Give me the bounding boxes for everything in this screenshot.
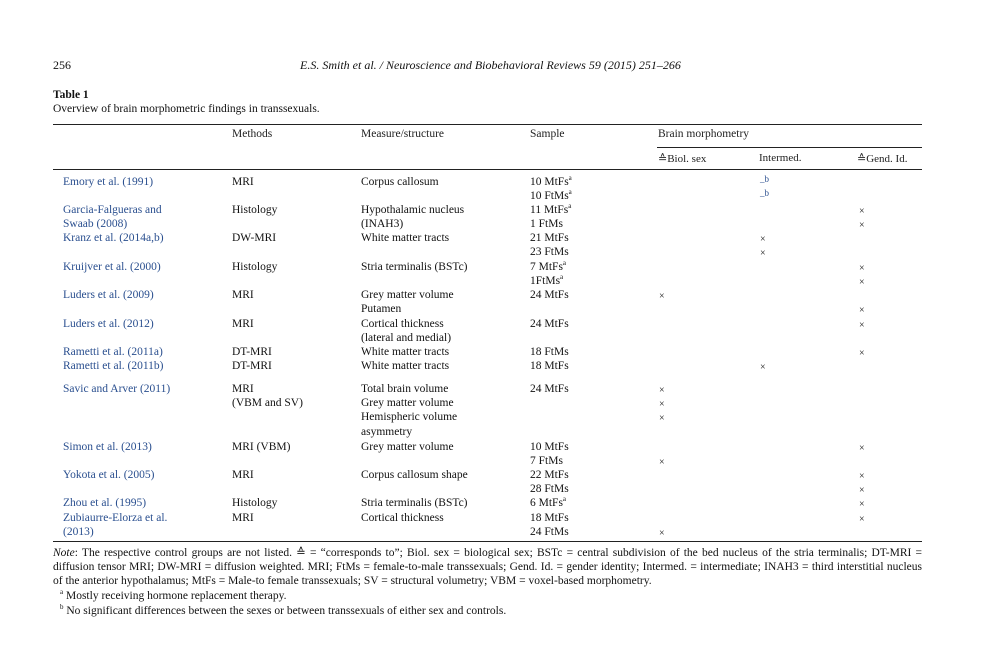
gend-marker: × [859,320,865,331]
header-measure: Measure/structure [361,128,445,140]
table-top-rule [53,124,922,125]
measure-cell: (INAH3) [361,218,404,231]
footnote-marker: a [568,174,572,183]
sample-value: 10 FtMs [530,190,569,203]
sample-value: 24 MtFs [530,289,569,301]
methods-cell: Histology [232,261,278,273]
gend-marker: × [859,514,865,525]
sample-value: 18 MtFs [530,360,569,372]
sample-value: 18 FtMs [530,346,569,358]
sample-value: 24 MtFs [530,383,569,395]
reference-citation: Luders et al. (2012) [63,318,154,330]
subheader-rule [657,147,922,148]
reference-citation: Luders et al. (2009) [63,289,154,301]
measure-cell: (lateral and medial) [361,332,452,345]
measure-cell: Hypothalamic nucleus [361,204,465,216]
gend-marker: × [859,443,865,454]
measure-cell: Grey matter volume [361,441,454,453]
gend-marker: × [859,305,865,317]
methods-cell: DT-MRI [232,346,272,358]
interm-marker: × [760,234,766,245]
sample-cell [530,317,569,331]
methods-cell: MRI [232,318,254,330]
sample-cell [530,260,566,274]
measure-cell: Stria terminalis (BSTc) [361,261,468,273]
biol-marker: × [659,385,665,396]
measure-cell: Grey matter volume [361,397,454,410]
reference-citation: Emory et al. (1991) [63,176,154,188]
sample-cell [530,454,563,468]
sample-value: 24 MtFs [530,318,569,330]
reference-citation: Simon et al. (2013) [63,441,152,453]
measure-cell: asymmetry [361,425,413,438]
sample-value: 7 MtFs [530,261,563,273]
reference-citation: Zubiaurre-Elorza et al. [63,512,168,524]
methods-cell: DT-MRI [232,360,272,372]
sample-value: 11 MtFs [530,204,569,216]
header-bottom-rule [53,169,922,170]
methods-cell: MRI (VBM) [232,441,291,453]
sample-cell [530,496,566,510]
measure-cell: Grey matter volume [361,289,454,301]
reference-citation: Garcia-Falgueras and [63,204,162,216]
header-gender-identity: ≙Gend. Id. [857,153,908,165]
sample-cell [530,203,571,217]
biol-marker: × [659,457,665,469]
footnote-marker: a [560,273,564,282]
sample-cell [530,175,572,189]
reference-citation: Yokota et al. (2005) [63,469,155,481]
gend-marker: × [859,471,865,482]
sample-cell [530,468,569,482]
gend-marker: × [859,499,865,510]
measure-cell: Corpus callosum [361,176,439,188]
sample-value: 24 FtMs [530,526,569,539]
footnote-marker: a [562,259,567,268]
measure-cell: White matter tracts [361,346,450,358]
measure-cell: Hemispheric volume [361,411,458,424]
sample-value: 10 MtFs [530,441,569,453]
biol-marker: × [659,413,665,425]
footnote-b-mark: b [60,603,64,612]
biol-marker: × [659,528,665,540]
measure-cell: Total brain volume [361,383,449,395]
methods-cell: DW-MRI [232,232,277,244]
reference-citation: Zhou et al. (1995) [63,497,147,509]
gend-marker: × [859,206,865,217]
footnote-marker: a [568,188,572,197]
measure-cell: Stria terminalis (BSTc) [361,497,468,509]
reference-citation: Kranz et al. (2014a,b) [63,232,164,244]
biol-marker: × [659,291,665,302]
header-sample: Sample [530,128,565,140]
methods-cell: MRI [232,512,254,524]
sample-cell [530,274,563,288]
sample-value: 10 MtFs [530,176,569,188]
note-label: Note [53,547,75,559]
gend-marker: × [859,277,865,289]
sample-cell [530,345,569,359]
header-brain-morphometry: Brain morphometry [658,128,750,140]
interm-marker: × [760,248,766,260]
gend-marker: × [859,485,865,497]
sample-cell [530,382,569,396]
running-head: E.S. Smith et al. / Neuroscience and Biobehavioral Reviews 59 (2015) 251–266 [300,58,681,72]
interm-marker: × [760,362,766,373]
gend-marker: × [859,263,865,274]
sample-value: 23 FtMs [530,246,569,259]
measure-cell: White matter tracts [361,360,450,372]
footnote-b-text: No significant differences between the sexes or between transsexuals of either sex and controls. [66,605,507,617]
footnote-a [60,590,287,602]
gend-marker: × [859,220,865,232]
table-number: Table 1 [53,89,89,101]
sample-value: 28 FtMs [530,483,569,496]
sample-cell [530,245,569,259]
sample-cell [530,231,569,245]
measure-cell: Cortical thickness [361,512,444,524]
sample-value: 21 MtFs [530,232,569,244]
gend-marker: × [859,348,865,359]
interm-marker: _b [760,188,769,199]
sample-value: 6 MtFs [530,497,563,509]
measure-cell: Corpus callosum shape [361,469,468,481]
footnote-a-mark: a [60,588,64,597]
sample-value: 1 FtMs [530,218,563,231]
table-bottom-rule [53,541,922,542]
methods-cell: (VBM and SV) [232,397,303,410]
note-text: : The respective control groups are not listed. ≙ = “corresponds to”; Biol. sex = biological sex; BSTc = central subdivision of the bed nucleus of the stria terminalis; DT-MRI = diffusion tensor MRI; DW-MRI = diffusion weighted. MRI; FtMs = female-to-male transsexuals; Gend. Id. = gender identity; Intermed. = intermediate; INAH3 = third interstitial nucleus of the anterior hypothalamus; MtFs = Male-to female transsexuals; SV = structural volumetry; VBM = voxel-based morphometry. [53,547,922,588]
measure-cell: White matter tracts [361,232,450,244]
methods-cell: MRI [232,289,254,301]
reference-citation: Rametti et al. (2011b) [63,360,164,372]
measure-cell: Cortical thickness [361,318,444,330]
header-methods: Methods [232,128,273,140]
sample-cell [530,511,569,525]
sample-cell [530,189,572,203]
footnote-a-text: Mostly receiving hormone replacement therapy. [65,590,287,602]
footnote-marker: a [562,495,567,504]
interm-marker: _b [760,174,769,184]
methods-cell: Histology [232,204,278,216]
sample-cell [530,440,569,454]
methods-cell: MRI [232,383,254,395]
table-caption: Overview of brain morphometric findings in transsexuals. [53,103,320,115]
methods-cell: Histology [232,497,278,509]
biol-marker: × [659,399,665,411]
table-note [53,546,922,589]
header-intermediate: Intermed. [759,152,802,164]
reference-citation: Savic and Arver (2011) [63,383,171,395]
methods-cell: MRI [232,469,254,481]
reference-citation: Rametti et al. (2011a) [63,346,163,358]
page-number: 256 [53,58,71,72]
measure-cell: Putamen [361,303,402,316]
sample-value: 1FtMs [530,275,561,288]
sample-value: 18 MtFs [530,512,569,524]
sample-value: 22 MtFs [530,469,569,481]
reference-citation: (2013) [63,526,94,539]
reference-citation: Swaab (2008) [63,218,128,231]
sample-cell [530,359,569,373]
methods-cell: MRI [232,176,254,188]
footnote-marker: a [568,202,572,211]
reference-citation: Kruijver et al. (2000) [63,261,161,273]
sample-value: 7 FtMs [530,455,563,468]
sample-cell [530,288,569,302]
sample-cell [530,217,563,231]
sample-cell [530,525,569,539]
footnote-b [60,605,506,617]
header-biol-sex: ≙Biol. sex [658,153,707,165]
